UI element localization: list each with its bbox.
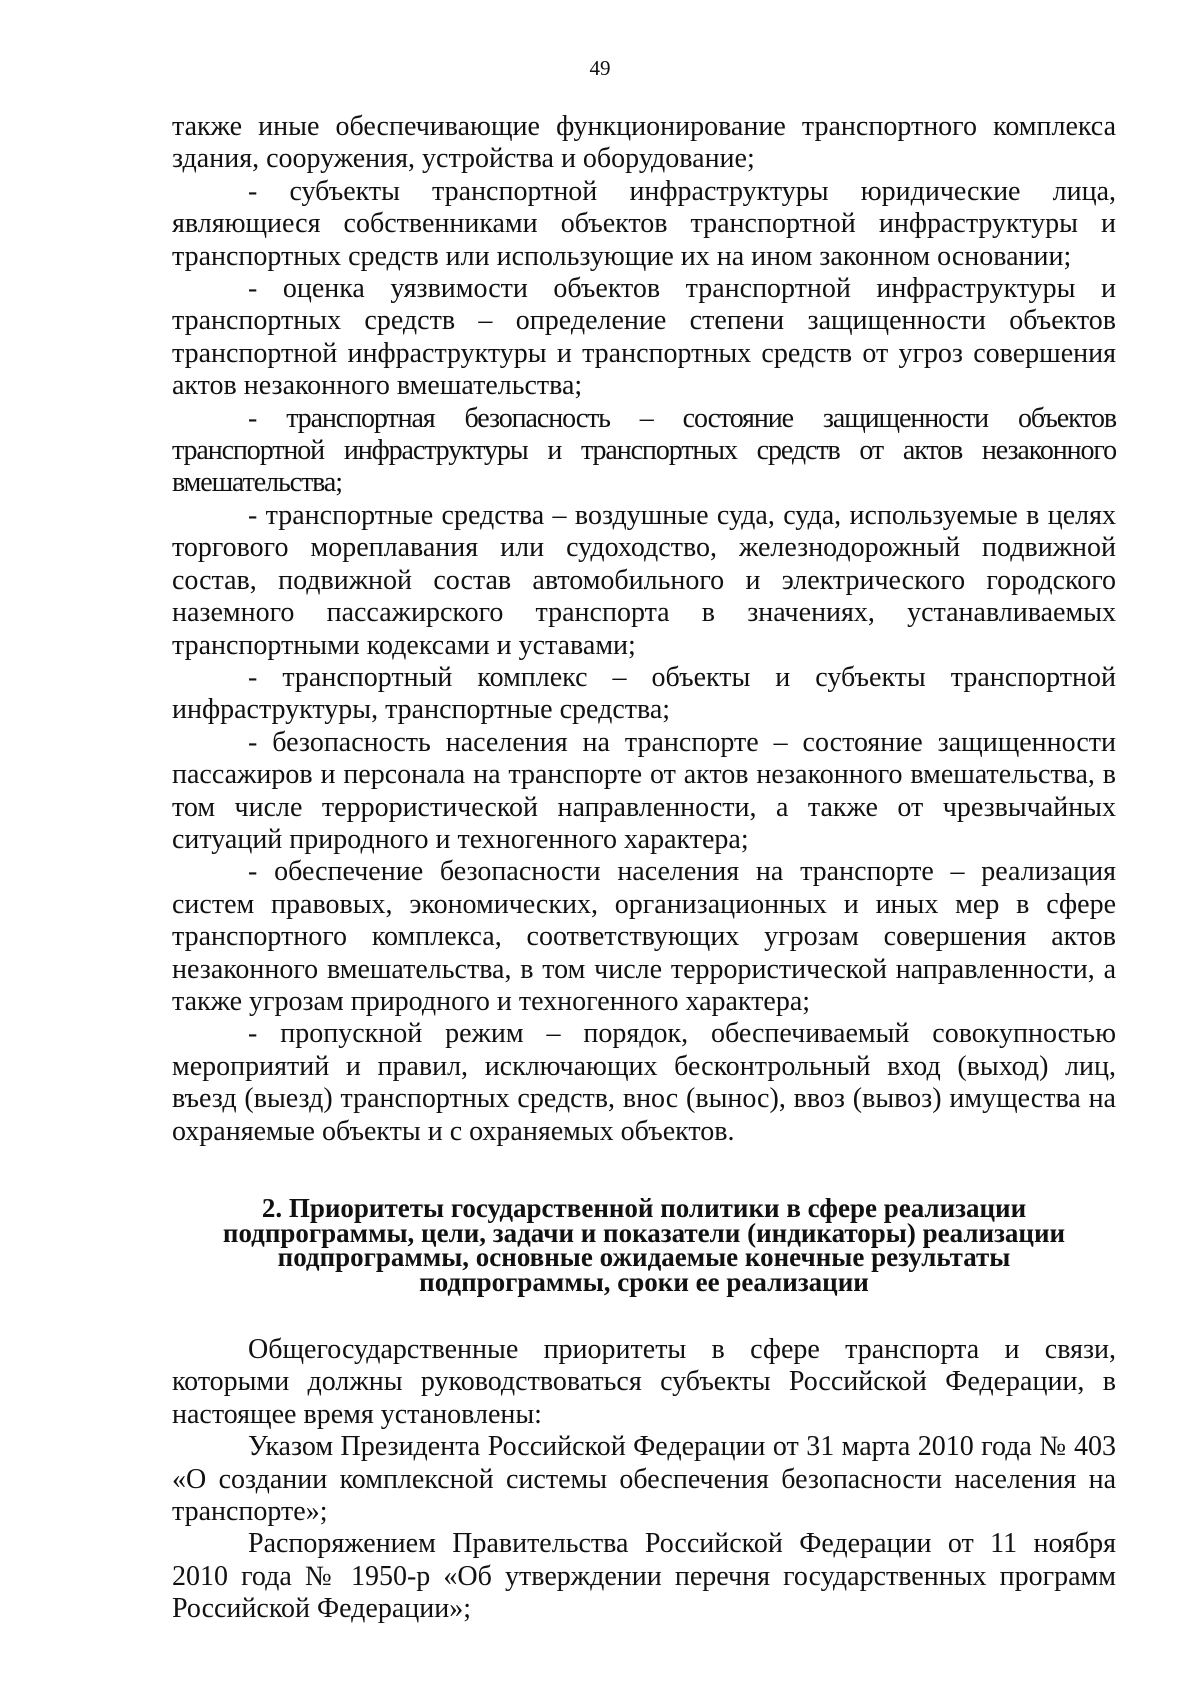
page-number: 49 (589, 56, 611, 80)
section-heading-line: подпрограммы, сроки ее реализации (419, 1266, 869, 1297)
document-body (172, 111, 1116, 1626)
definition-continuation: также иные обеспечивающие функционирование транспортного комплекса здания, сооружения, устройства и оборудование; (172, 111, 1116, 175)
definition-item: - оценка уязвимости объектов транспортной инфраструктуры и транспортных средств – определение степени защищенности объектов транспортной инфраструктуры и транспортных средств от угроз совершения актов незаконного вмешательства; (172, 273, 1116, 402)
section-paragraph: Общегосударственные приоритеты в сфере транспорта и связи, которыми должны руководствоваться субъекты Российской Федерации, в настоящее время установлены: (172, 1334, 1116, 1430)
definition-item: - безопасность населения на транспорте – состояние защищенности пассажиров и персонала на транспорте от актов незаконного вмешательства, в том числе террористической направленности, а также от чрезвычайных ситуаций природного и техногенного характера; (172, 726, 1116, 855)
section-paragraph: Распоряжением Правительства Российской Федерации от 11 ноября 2010 года № 1950-р «Об утверждении перечня государственных программ Российской Федерации»; (172, 1528, 1116, 1625)
definition-item: - субъекты транспортной инфраструктуры юридические лица, являющиеся собственниками объектов транспортной инфраструктуры и транспортных средств или использующие их на ином законном основании; (172, 175, 1116, 272)
section-heading (172, 1193, 1116, 1297)
section-paragraph: Указом Президента Российской Федерации от 31 марта 2010 года № 403 «О создании комплексной системы обеспечения безопасности населения на транспорте»; (172, 1431, 1116, 1528)
definition-item: - обеспечение безопасности населения на транспорте – реализация систем правовых, экономических, организационных и иных мер в сфере транспортного комплекса, соответствующих угрозам совершения актов незаконного вмешательства, в том числе террористической направленности, а также угрозам природного и техногенного характера; (172, 856, 1116, 1017)
definition-item: - транспортная безопасность – состояние защищенности объектов транспортной инфраструктуры и транспортных средств от актов незаконного вмешательства; (172, 402, 1116, 499)
definition-item: - транспортные средства – воздушные суда, суда, используемые в целях торгового мореплавания или судоходство, железнодорожный подвижной состав, подвижной состав автомобильного и электрического городского наземного пассажирского транспорта в значениях, устанавливаемых транспортными кодексами и уставами; (172, 499, 1116, 661)
section-heading-line: подпрограммы, основные ожидаемые конечные результаты (277, 1242, 1011, 1272)
definition-item: - пропускной режим – порядок, обеспечиваемый совокупностью мероприятий и правил, исключающих бесконтрольный вход (выход) лиц, въезд (выезд) транспортных средств, внос (вынос), ввоз (вывоз) имущества на охраняемые объекты и с охраняемых объектов. (172, 1018, 1116, 1147)
definition-item: - транспортный комплекс – объекты и субъекты транспортной инфраструктуры, транспортные средства; (172, 661, 1116, 726)
section-heading-line: 2. Приоритеты государственной политики в сфере реализации (261, 1193, 1027, 1223)
section-heading-line: подпрограммы, цели, задачи и показатели (индикаторы) реализации (222, 1217, 1066, 1248)
